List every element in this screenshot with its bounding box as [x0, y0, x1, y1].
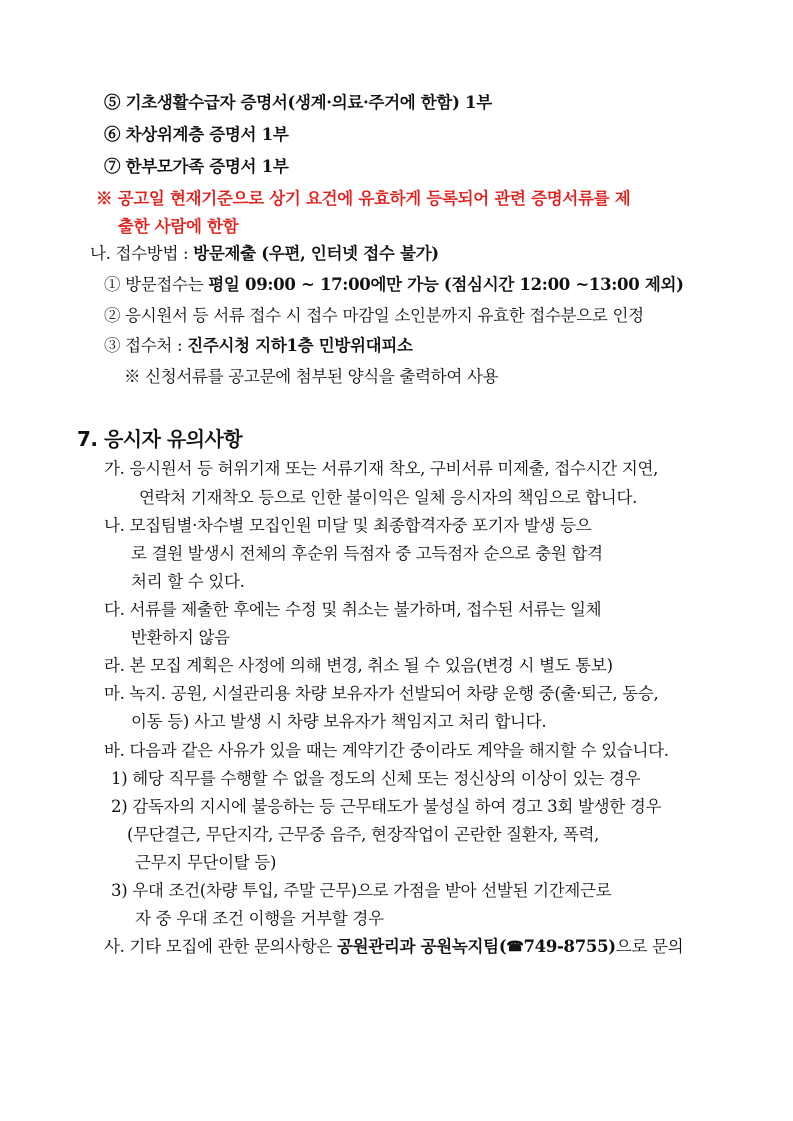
item-na-line-3: 처리 할 수 있다.	[131, 572, 245, 591]
reception-note: ※ 신청서류를 공고문에 첨부된 양식을 출력하여 사용	[124, 367, 499, 386]
section-7-title: 7. 응시자 유의사항	[77, 427, 243, 451]
item-ga-line-1: 가. 응시원서 등 허위기재 또는 서류기재 착오, 구비서류 미제출, 접수시간 지연,	[104, 459, 659, 478]
reception-item-1	[104, 274, 684, 296]
item-ba-sub-2-line-3: 근무지 무단이탈 등)	[135, 853, 277, 872]
item-da-line-2: 반환하지 않음	[131, 628, 230, 647]
reception-label: 나. 접수방법 :	[90, 244, 194, 263]
list-item-7: ⑦ 한부모가족 증명서 1부	[104, 157, 289, 176]
item-da-line-1: 다. 서류를 제출한 후에는 수정 및 취소는 불가하며, 접수된 서류는 일체	[104, 600, 602, 619]
reception-item-3-prefix: ③ 접수처 :	[104, 336, 188, 355]
item-na-line-2: 로 결원 발생시 전체의 후순위 득점자 중 고득점자 순으로 충원 합격	[131, 544, 603, 563]
reception-item-1-hours: 평일 09:00 ~ 17:00에만 가능 (점심시간 12:00 ~13:00 제외)	[208, 275, 684, 294]
item-ma-line-2: 이동 등) 사고 발생 시 차량 보유자가 책임지고 처리 합니다.	[131, 712, 547, 731]
reception-method: 방문제출 (우편, 인터넷 접수 불가)	[193, 244, 439, 263]
item-ra-line-1: 라. 본 모집 계획은 사정에 의해 변경, 취소 될 수 있음(변경 시 별도 통보)	[104, 656, 613, 675]
notice-line-1: ※ 공고일 현재기준으로 상기 요건에 유효하게 등록되어 관련 증명서류를 제	[96, 189, 631, 208]
item-ba-sub-3-line-1: 3) 우대 조건(차량 투입, 주말 근무)으로 가점을 받아 선발된 기간제근로	[111, 881, 612, 900]
item-ba-sub-1: 1) 헤당 직무를 수행할 수 없을 정도의 신체 또는 정신상의 이상이 있는 경우	[111, 769, 641, 788]
contact-team: 공원관리과 공원녹지팀(	[336, 937, 507, 956]
item-sa-line-1	[104, 936, 683, 958]
item-ba-sub-3-line-2: 자 중 우대 조건 이행을 거부할 경우	[135, 909, 384, 928]
list-item-6: ⑥ 차상위계층 증명서 1부	[104, 125, 289, 144]
item-ma-line-1: 마. 녹지. 공원, 시설관리용 차량 보유자가 선발되어 차량 운행 중(출·퇴근, 동승,	[104, 684, 659, 703]
list-item-5: ⑤ 기초생활수급자 증명서(생계·의료·주거에 한함) 1부	[104, 93, 492, 112]
item-sa-suffix: 으로 문의	[615, 937, 684, 956]
reception-item-2: ② 응시원서 등 서류 접수 시 접수 마감일 소인분까지 유효한 접수분으로 인정	[104, 306, 644, 325]
notice-line-2: 출한 사람에 한함	[118, 217, 239, 236]
reception-place: 진주시청 지하1층 민방위대피소	[187, 336, 413, 355]
item-sa-prefix: 사. 기타 모집에 관한 문의사항은	[104, 937, 337, 956]
item-ba-line-1: 바. 다음과 같은 사유가 있을 때는 계약기간 중이라도 계약을 해지할 수 있습니다.	[104, 741, 669, 760]
reception-item-1-prefix: ① 방문접수는	[104, 275, 209, 294]
item-ba-sub-2-line-2: (무단결근, 무단지각, 근무중 음주, 현장작업이 곤란한 질환자, 폭력,	[127, 825, 600, 844]
reception-item-3	[104, 335, 413, 357]
item-na-line-1: 나. 모집팀별·차수별 모집인원 미달 및 최종합격자중 포기자 발생 등으	[104, 516, 592, 535]
item-ga-line-2: 연락처 기재착오 등으로 인한 불이익은 일체 응시자의 책임으로 합니다.	[139, 488, 638, 507]
contact-phone: 749-8755)	[523, 937, 616, 956]
item-ba-sub-2-line-1: 2) 감독자의 지시에 불응하는 등 근무태도가 불성실 하여 경고 3회 발생한 경우	[111, 797, 662, 816]
reception-method-line	[90, 243, 439, 265]
phone-icon: ☎	[506, 939, 524, 955]
